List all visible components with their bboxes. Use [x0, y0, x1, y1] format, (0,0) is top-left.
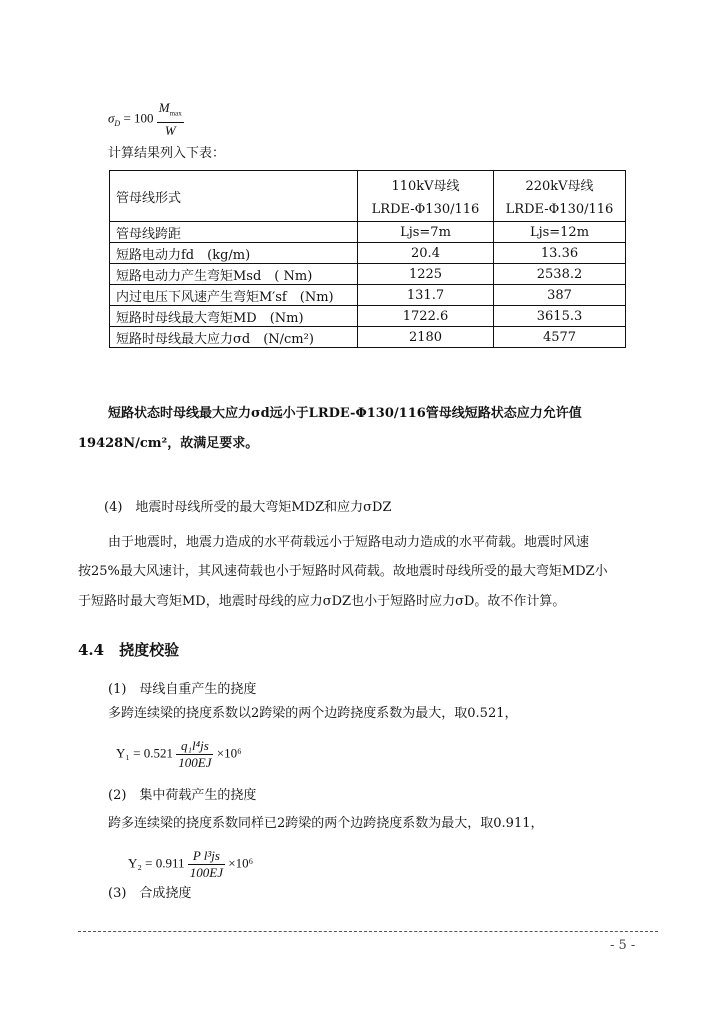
formula-y1-fraction	[176, 738, 213, 771]
row-label: 内过电压下风速产生弯矩M′sf (Nm)	[110, 285, 358, 306]
row-value-110kv: Ljs=7m	[358, 222, 494, 243]
table-row	[110, 285, 626, 306]
formula-y2-den: 100EJ	[189, 865, 223, 880]
page-number: - 5 -	[610, 938, 636, 953]
header-col2-line1: 220kV母线	[525, 179, 594, 194]
item-4-title: (4) 地震时母线所受的最大弯矩MDZ和应力σDZ	[104, 500, 392, 515]
row-label: 短路电动力产生弯矩Msd ( Nm)	[110, 264, 358, 285]
formula-y2	[128, 848, 253, 881]
formula-sigma-den: W	[164, 122, 176, 138]
conclusion-line-1: 短路状态时母线最大应力σd远小于LRDE-Φ130/116管母线短路状态应力允许值	[108, 406, 582, 421]
formula-y1-tail: ×10⁶	[216, 745, 242, 761]
sub-2-title: (2) 集中荷载产生的挠度	[108, 788, 257, 803]
row-value-110kv: 1722.6	[358, 306, 494, 327]
formula-sigma-lhs: σ	[108, 110, 115, 126]
table-row	[110, 327, 626, 348]
formula-sigma-num-sub: max	[169, 109, 182, 118]
footer-divider	[78, 931, 658, 932]
paragraph-line-3: 于短路时最大弯矩MD，地震时母线的应力σDZ也小于短路时应力σD。故不作计算。	[78, 594, 566, 609]
row-value-220kv: 3615.3	[494, 306, 626, 327]
intro-text: 计算结果列入下表：	[108, 146, 226, 161]
row-label: 管母线跨距	[110, 222, 358, 243]
formula-y1-lhs: Y₁ = 0.521	[116, 745, 174, 761]
row-label: 短路时母线最大弯矩MD (Nm)	[110, 306, 358, 327]
formula-y1	[116, 738, 242, 771]
sub-2-text: 跨多连续梁的挠度系数同样已2跨梁的两个边跨挠度系数为最大，取0.911，	[108, 816, 544, 831]
row-value-220kv: 2538.2	[494, 264, 626, 285]
header-col2-line2: LRDE-Φ130/116	[505, 202, 614, 217]
header-col2	[494, 171, 626, 222]
table-row	[110, 243, 626, 264]
formula-sigma-fraction	[157, 100, 184, 139]
table-header-row	[110, 171, 626, 222]
row-value-110kv: 20.4	[358, 243, 494, 264]
row-label: 短路时母线最大应力σd (N/cm²)	[110, 327, 358, 348]
formula-sigma-d	[108, 100, 184, 139]
row-value-110kv: 2180	[358, 327, 494, 348]
table-row	[110, 222, 626, 243]
row-label: 短路电动力fd (kg/m)	[110, 243, 358, 264]
sub-3-title: (3) 合成挠度	[108, 886, 192, 901]
formula-y2-fraction	[188, 848, 225, 881]
row-value-110kv: 1225	[358, 264, 494, 285]
row-value-110kv: 131.7	[358, 285, 494, 306]
formula-sigma-coef: = 100	[123, 110, 154, 126]
header-col1-line2: LRDE-Φ130/116	[371, 202, 480, 217]
paragraph-line-2: 按25%最大风速计，其风速荷载也小于短路时风荷载。故地震时母线所受的最大弯矩MDZ小	[78, 564, 608, 579]
formula-y2-tail: ×10⁶	[228, 855, 254, 871]
row-value-220kv: Ljs=12m	[494, 222, 626, 243]
row-value-220kv: 387	[494, 285, 626, 306]
header-col1-line1: 110kV母线	[391, 179, 460, 194]
formula-y2-lhs: Y₂ = 0.911	[128, 855, 185, 871]
formula-y1-num: q₁l⁴js	[176, 738, 213, 755]
formula-sigma-lhs-sub: D	[114, 118, 121, 128]
header-label: 管母线形式	[110, 171, 358, 222]
header-col1	[358, 171, 494, 222]
table-row	[110, 264, 626, 285]
row-value-220kv: 13.36	[494, 243, 626, 264]
formula-y1-den: 100EJ	[178, 755, 212, 770]
table-row	[110, 306, 626, 327]
section-heading: 4.4 挠度校验	[78, 641, 180, 659]
conclusion-line-2: 19428N/cm²，故满足要求。	[78, 436, 259, 451]
paragraph-line-1: 由于地震时，地震力造成的水平荷载远小于短路电动力造成的水平荷载。地震时风速	[108, 535, 590, 550]
sub-1-title: (1) 母线自重产生的挠度	[108, 682, 257, 697]
row-value-220kv: 4577	[494, 327, 626, 348]
results-table	[109, 170, 626, 348]
formula-y2-num: P l³js	[188, 848, 225, 865]
sub-1-text: 多跨连续梁的挠度系数以2跨梁的两个边跨挠度系数为最大，取0.521，	[108, 706, 518, 721]
formula-sigma-num: M	[158, 100, 170, 115]
